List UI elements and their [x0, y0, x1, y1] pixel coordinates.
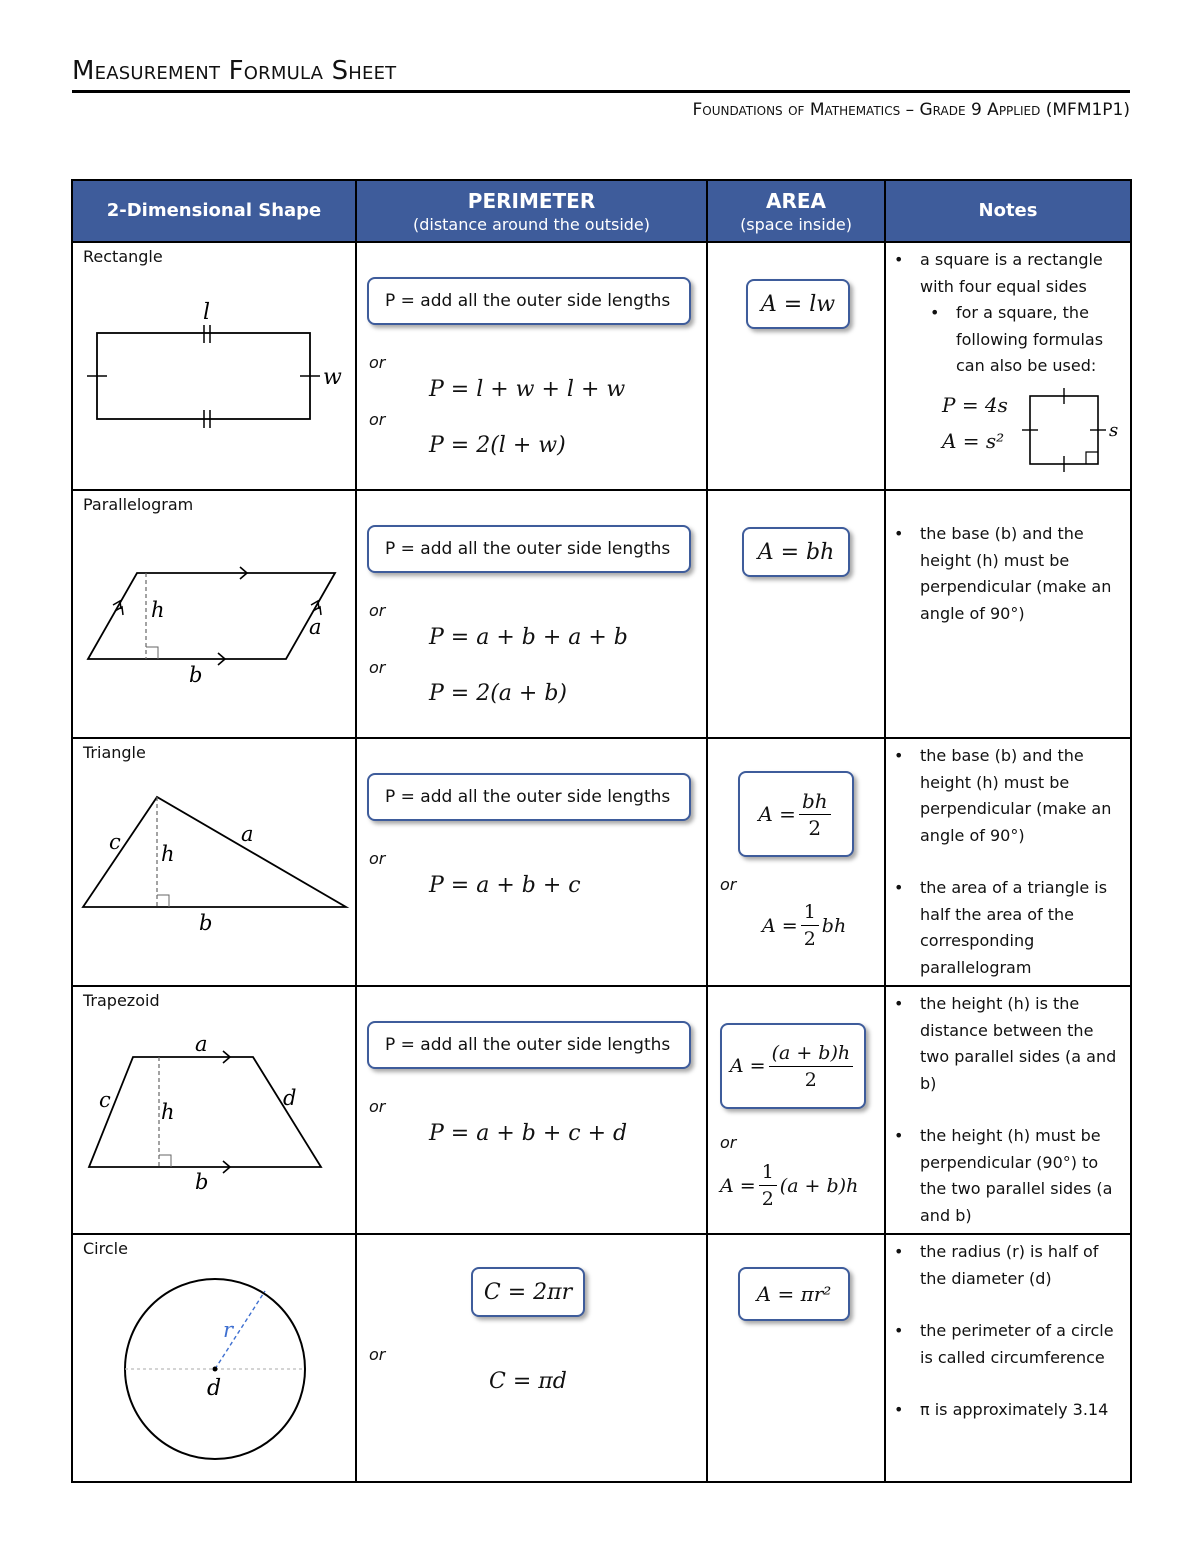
note-item: • the base (b) and the height (h) must be perpendicular (make an angle of 90°): [890, 743, 1122, 849]
note-item: • π is approximately 3.14: [890, 1397, 1122, 1424]
rectangle-diagram: [73, 243, 357, 491]
triangle-perimeter-cell: [356, 738, 707, 986]
row-circle: [72, 1234, 1131, 1482]
label-h: h: [161, 842, 175, 866]
col-area: AREA (space inside): [707, 180, 885, 242]
row-rectangle: [72, 242, 1131, 490]
circle-diagram: [73, 1235, 357, 1483]
page-title: Measurement Formula Sheet: [72, 54, 1130, 93]
label-b: b: [195, 1170, 209, 1194]
square-formula: A = s²: [942, 429, 1005, 453]
parallelogram-perimeter-cell: [356, 490, 707, 738]
area-box: A = bh: [742, 527, 850, 577]
row-parallelogram: [72, 490, 1131, 738]
col-perimeter: PERIMETER (distance around the outside): [356, 180, 707, 242]
circle-area-cell: [707, 1234, 885, 1482]
label-c: c: [109, 830, 121, 854]
trapezoid-notes-cell: [885, 986, 1131, 1234]
or-label: or: [369, 1097, 386, 1116]
or-label: or: [369, 601, 386, 620]
label-l: l: [203, 300, 211, 325]
area-box: A = πr²: [738, 1267, 850, 1321]
square-diagram: [886, 243, 1132, 491]
row-triangle: [72, 738, 1131, 986]
label-s: s: [1109, 420, 1119, 441]
triangle-notes-cell: [885, 738, 1131, 986]
or-label: or: [369, 658, 386, 677]
note-item: • the base (b) and the height (h) must be perpendicular (make an angle of 90°): [890, 521, 1122, 627]
perimeter-formula: P = a + b + c + d: [429, 1121, 628, 1146]
shape-name: Circle: [83, 1239, 128, 1258]
perimeter-box: P = add all the outer side lengths: [367, 1021, 691, 1069]
circumference-formula: C = πd: [489, 1369, 567, 1394]
parallelogram-diagram: [73, 491, 357, 739]
area-box: A = $\frac{(a + b)h}{2}$: [720, 1023, 866, 1109]
parallelogram-notes-cell: [885, 490, 1131, 738]
area-alt-formula: A = $\frac{1}{2}$ (a + b)h: [720, 1161, 859, 1210]
note-item: • the radius (r) is half of the diameter (d): [890, 1239, 1122, 1292]
rectangle-perimeter-cell: [356, 242, 707, 490]
parallelogram-shape-cell: [72, 490, 356, 738]
or-label: or: [369, 410, 386, 429]
trapezoid-perimeter-cell: [356, 986, 707, 1234]
perimeter-box: P = add all the outer side lengths: [367, 277, 691, 325]
or-label: or: [369, 1345, 386, 1364]
perimeter-formula: P = a + b + a + b: [429, 625, 628, 650]
shape-name: Rectangle: [83, 247, 163, 266]
label-a: a: [195, 1032, 208, 1056]
or-label: or: [720, 1133, 737, 1152]
note-item: • a square is a rectangle with four equal sides: [890, 247, 1122, 300]
triangle-shape-cell: [72, 738, 356, 986]
shape-name: Trapezoid: [83, 991, 160, 1010]
circle-shape-cell: [72, 1234, 356, 1482]
circle-notes-cell: [885, 1234, 1131, 1482]
circumference-box: C = 2πr: [471, 1267, 585, 1317]
perimeter-formula: P = a + b + c: [429, 873, 581, 898]
shape-name: Triangle: [83, 743, 146, 762]
label-d: d: [207, 1376, 222, 1401]
note-item: • the height (h) must be perpendicular (90°) to the two parallel sides (a and b): [890, 1123, 1122, 1229]
note-item: • the height (h) is the distance between the two parallel sides (a and b): [890, 991, 1122, 1097]
label-w: w: [323, 365, 342, 390]
perimeter-formula: P = 2(a + b): [429, 681, 568, 706]
label-h: h: [161, 1100, 175, 1124]
trapezoid-diagram: [73, 987, 357, 1235]
triangle-diagram: [73, 739, 357, 987]
shape-name: Parallelogram: [83, 495, 194, 514]
perimeter-box: P = add all the outer side lengths: [367, 773, 691, 821]
note-item: • for a square, the following formulas can also be used:: [890, 300, 1122, 380]
perimeter-formula: P = l + w + l + w: [429, 377, 626, 402]
note-item: • the area of a triangle is half the area of the corresponding parallelogram: [890, 875, 1122, 981]
area-box: A = $\frac{bh}{2}$: [738, 771, 854, 857]
square-formula: P = 4s: [942, 393, 1008, 417]
area-box: A = lw: [746, 279, 850, 329]
perimeter-box: P = add all the outer side lengths: [367, 525, 691, 573]
col-shape: 2-Dimensional Shape: [72, 180, 356, 242]
label-b: b: [189, 663, 203, 687]
formula-table: [71, 179, 1132, 1483]
parallelogram-area-cell: [707, 490, 885, 738]
perimeter-formula: P = 2(l + w): [429, 433, 566, 458]
label-a: a: [309, 615, 322, 639]
rectangle-area-cell: [707, 242, 885, 490]
rectangle-shape-cell: [72, 242, 356, 490]
circle-perimeter-cell: [356, 1234, 707, 1482]
note-item: • the perimeter of a circle is called circumference: [890, 1318, 1122, 1371]
rectangle-notes-cell: [885, 242, 1131, 490]
label-c: c: [99, 1088, 111, 1112]
triangle-area-cell: [707, 738, 885, 986]
or-label: or: [369, 849, 386, 868]
label-r: r: [223, 1318, 234, 1342]
label-d: d: [283, 1086, 297, 1110]
label-a: a: [241, 822, 254, 846]
or-label: or: [720, 875, 737, 894]
page-subtitle: Foundations of Mathematics – Grade 9 Applied (MFM1P1): [692, 100, 1130, 120]
row-trapezoid: [72, 986, 1131, 1234]
trapezoid-area-cell: [707, 986, 885, 1234]
col-notes: Notes: [885, 180, 1131, 242]
header-row: [72, 180, 1131, 242]
trapezoid-shape-cell: [72, 986, 356, 1234]
label-h: h: [151, 598, 165, 622]
label-b: b: [199, 911, 213, 935]
area-alt-formula: A = $\frac{1}{2}$ bh: [762, 901, 847, 950]
or-label: or: [369, 353, 386, 372]
